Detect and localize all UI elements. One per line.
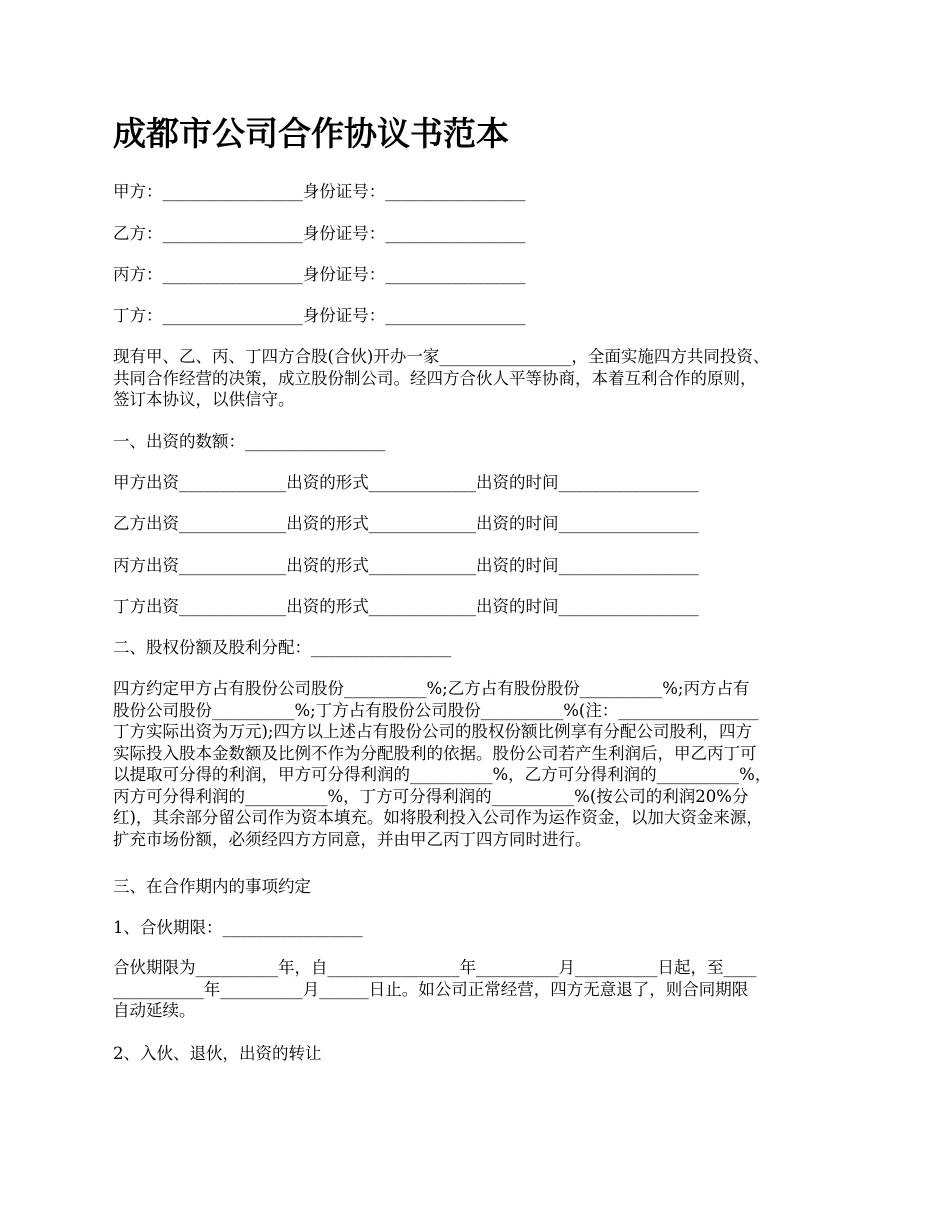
term-line: ___________年__________月______日止。如公司正常经营，四方无意退了，则合同期限 (113, 979, 749, 999)
section1-heading: 一、出资的数额：_________________ (113, 432, 386, 451)
intro-paragraph (113, 346, 841, 411)
section2-line: 扩充市场份额，必须经四方方同意，并由甲乙丙丁四方同时进行。 (113, 829, 592, 849)
section2-line: 以提取可分得的利润，甲方可分得利润的__________%，乙方可分得利润的__________%， (113, 765, 772, 784)
document-title: 成都市公司合作协议书范本 (113, 114, 509, 153)
party-c-line: 丙方：_________________身份证号：_________________ (113, 265, 526, 284)
intro-line: 现有甲、乙、丙、丁四方合股(合伙)开办一家________________，全面实施四方共同投资、 (113, 347, 770, 366)
section2-heading: 二、股权份额及股利分配：_________________ (113, 638, 452, 657)
contribution-row-d: 丁方出资_____________出资的形式_____________出资的时间_________________ (113, 597, 699, 616)
party-b-line: 乙方：_________________身份证号：_________________ (113, 224, 526, 243)
section2-line: 股份公司股份__________%;丁方占有股份公司股份__________%(注：_________________ (113, 700, 759, 720)
section2-line: 丁方实际出资为万元);四方以上述占有股份公司的股权份额比例享有分配公司股利，四方 (113, 722, 752, 741)
party-d-line: 丁方：_________________身份证号：_________________ (113, 306, 526, 325)
partnership-transfer-heading: 2、入伙、退伙，出资的转让 (113, 1044, 322, 1063)
intro-line: 签订本协议，以供信守。 (113, 390, 295, 409)
contribution-row-b: 乙方出资_____________出资的形式_____________出资的时间_________________ (113, 514, 699, 533)
party-a-line: 甲方：_________________身份证号：_________________ (113, 182, 526, 201)
contribution-row-a: 甲方出资_____________出资的形式_____________出资的时间_________________ (113, 473, 699, 492)
intro-line: 共同合作经营的决策，成立股份制公司。经四方合伙人平等协商，本着互利合作的原则， (113, 368, 757, 388)
section2-line: 四方约定甲方占有股份公司股份__________%;乙方占有股份股份__________%;丙方占有 (113, 679, 750, 698)
term-paragraph (113, 957, 841, 1022)
term-heading: 1、合伙期限：_________________ (113, 918, 363, 937)
section2-paragraph (113, 678, 841, 850)
term-line: 自动延续。 (113, 1001, 196, 1020)
section2-line: 实际投入股本金数额及比例不作为分配股利的依据。股份公司若产生利润后，甲乙丙丁可 (113, 743, 757, 763)
contribution-row-c: 丙方出资_____________出资的形式_____________出资的时间_________________ (113, 556, 699, 575)
term-line: 合伙期限为__________年，自________________年__________月__________日起，至____ (113, 958, 757, 977)
section3-heading: 三、在合作期内的事项约定 (113, 877, 311, 896)
section2-line: 红)，其余部分留公司作为资本填充。如将股利投入公司作为运作资金，以加大资金来源， (113, 808, 763, 827)
section2-line: 丙方可分得利润的__________%，丁方可分得利润的__________%(按公司的利润20%分 (113, 786, 749, 806)
